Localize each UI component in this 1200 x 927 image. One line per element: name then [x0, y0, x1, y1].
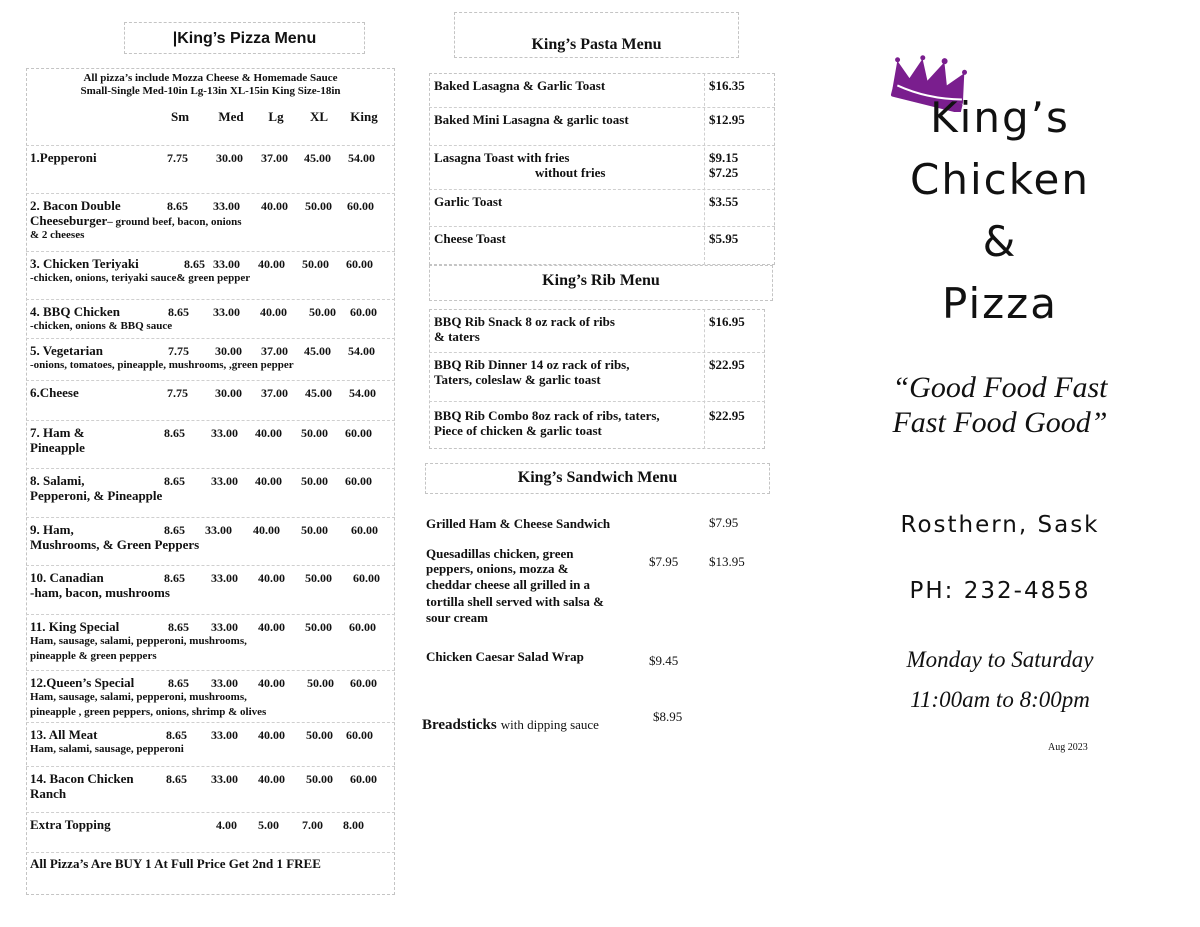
pizza-item-desc-2: pineapple , green peppers, onions, shrimp & olives	[30, 706, 267, 718]
sandwich-wrap-price: $9.45	[649, 653, 679, 668]
pizza-item-price: 8.65	[166, 728, 187, 742]
pizza-item-price: 37.00	[261, 344, 288, 358]
pasta-item-name: Garlic Toast	[434, 194, 503, 209]
pizza-item-price: 33.00	[211, 474, 238, 488]
pizza-item-price: 50.00	[309, 305, 336, 319]
pizza-item-price: 8.65	[164, 523, 185, 537]
pizza-item-price: 30.00	[215, 386, 242, 400]
pizza-row-divider	[26, 812, 395, 813]
pasta-item-price: $16.35	[709, 78, 745, 93]
pizza-item-name-2-text: Cheeseburger	[30, 213, 108, 228]
pizza-item-name: 13. All Meat	[30, 727, 98, 742]
pizza-item-desc: & 2 cheeses	[30, 229, 85, 241]
pizza-item-price: 60.00	[345, 426, 372, 440]
pizza-item-price: 33.00	[213, 199, 240, 213]
sandwich-quesadilla-price-1: $7.95	[649, 554, 679, 569]
pizza-item-price: 7.75	[167, 386, 188, 400]
brand-line-4: Pizza	[942, 279, 1058, 328]
pasta-item-price: $5.95	[709, 231, 739, 246]
pizza-item-price: 40.00	[255, 426, 282, 440]
pizza-item-price: 8.65	[164, 426, 185, 440]
pizza-item-price: 45.00	[304, 151, 331, 165]
pizza-item-desc: -chicken, onions, teriyaki sauce& green pepper	[30, 272, 251, 284]
pizza-row-divider	[26, 468, 395, 469]
pizza-intro-line-2: Small-Single Med-10in Lg-13in XL-15in King Size-18in	[80, 85, 341, 97]
pasta-row-divider	[429, 145, 775, 146]
pizza-item-desc: Ham, sausage, salami, pepperoni, mushrooms,	[30, 635, 247, 647]
pizza-item-price: 40.00	[258, 257, 285, 271]
pizza-item-price: 33.00	[211, 620, 238, 634]
pasta-column-divider	[704, 73, 705, 265]
pizza-row-divider	[26, 614, 395, 615]
size-column-header: King	[350, 109, 378, 124]
pizza-item-price: 40.00	[253, 523, 280, 537]
pizza-item-price: 8.65	[168, 676, 189, 690]
extra-topping-name: Extra Topping	[30, 817, 111, 832]
extra-topping-price: 4.00	[216, 818, 237, 832]
pizza-item-name: 9. Ham,	[30, 522, 74, 537]
pizza-item-desc: -chicken, onions & BBQ sauce	[30, 320, 173, 332]
pizza-item-price: 40.00	[258, 728, 285, 742]
pizza-item-price: 8.65	[164, 474, 185, 488]
pizza-item-price: 33.00	[205, 523, 232, 537]
pizza-row-divider	[26, 299, 395, 300]
sandwich-quesadilla-line: sour cream	[426, 610, 488, 625]
size-column-header: XL	[309, 109, 329, 124]
pizza-item-price: 60.00	[346, 728, 373, 742]
pizza-item-price: 60.00	[350, 772, 377, 786]
pizza-item-price: 33.00	[211, 426, 238, 440]
pizza-intro-line-1: All pizza’s include Mozza Cheese & Homemade Sauce	[83, 72, 338, 84]
rib-item-name: BBQ Rib Snack 8 oz rack of ribs	[434, 314, 615, 329]
size-column-header: Sm	[170, 109, 190, 124]
extra-topping-price: 7.00	[302, 818, 323, 832]
pizza-item-name-2: Pineapple	[30, 440, 85, 455]
pizza-item-name: 14. Bacon Chicken	[30, 771, 134, 786]
pizza-item-price: 60.00	[347, 199, 374, 213]
pizza-item-price: 50.00	[306, 728, 333, 742]
pasta-item-name: Baked Lasagna & Garlic Toast	[434, 78, 606, 93]
sandwich-quesadilla-line: cheddar cheese all grilled in a	[426, 577, 591, 592]
pizza-item-name: 4. BBQ Chicken	[30, 304, 120, 319]
pizza-item-price: 8.65	[167, 199, 188, 213]
breadsticks-suffix: with dipping sauce	[500, 717, 599, 732]
sandwich-grilled-name: Grilled Ham & Cheese Sandwich	[426, 516, 611, 531]
pizza-item-desc: Ham, sausage, salami, pepperoni, mushrooms,	[30, 691, 247, 703]
pizza-item-desc-2: pineapple & green peppers	[30, 650, 157, 662]
pizza-item-price: 33.00	[211, 676, 238, 690]
rib-row-divider	[429, 352, 765, 353]
sandwich-wrap-name: Chicken Caesar Salad Wrap	[426, 649, 584, 664]
pizza-row-divider	[26, 565, 395, 566]
pasta-item-name: Lasagna Toast with fries	[434, 150, 570, 165]
pizza-item-name-2: Pepperoni, & Pineapple	[30, 488, 163, 503]
breadsticks-price: $8.95	[653, 709, 683, 724]
pizza-item-desc: -onions, tomatoes, pineapple, mushrooms, ,green pepper	[30, 359, 294, 371]
pizza-item-price: 40.00	[261, 199, 288, 213]
brand-line-1: King’s	[930, 93, 1070, 142]
pizza-item-price: 30.00	[215, 344, 242, 358]
pizza-item-price: 60.00	[349, 620, 376, 634]
phone-text: PH: 232-4858	[909, 578, 1091, 604]
size-column-header: Lg	[268, 109, 284, 124]
pizza-row-divider	[26, 722, 395, 723]
pizza-item-price: 60.00	[350, 305, 377, 319]
pizza-item-price: 50.00	[305, 571, 332, 585]
pizza-item-name: 1.Pepperoni	[30, 150, 97, 165]
rib-item-name: BBQ Rib Combo 8oz rack of ribs, taters,	[434, 408, 660, 423]
rib-item-price: $22.95	[709, 357, 745, 372]
rib-item-name-2: Taters, coleslaw & garlic toast	[434, 372, 601, 387]
pizza-item-price: 60.00	[351, 523, 378, 537]
pizza-item-price: 40.00	[258, 571, 285, 585]
pizza-row-divider	[26, 670, 395, 671]
breadsticks-name: Breadsticks	[422, 717, 497, 733]
pizza-item-price: 60.00	[350, 676, 377, 690]
pizza-item-price: 50.00	[306, 772, 333, 786]
rib-menu-title: King’s Rib Menu	[429, 265, 773, 301]
pizza-row-divider	[26, 766, 395, 767]
brand-line-2: Chicken	[910, 155, 1090, 204]
pizza-item-price: 40.00	[255, 474, 282, 488]
extra-topping-price: 8.00	[343, 818, 364, 832]
pizza-item-price: 50.00	[301, 474, 328, 488]
pizza-item-name: 11. King Special	[30, 619, 120, 634]
pizza-item-price: 50.00	[307, 676, 334, 690]
hours-text: 11:00am to 8:00pm	[910, 687, 1090, 712]
pizza-item-price: 8.65	[168, 620, 189, 634]
pizza-item-price: 7.75	[167, 151, 188, 165]
town-text: Rosthern, Sask	[900, 512, 1100, 538]
pizza-item-price: 37.00	[261, 151, 288, 165]
pasta-row-divider	[429, 226, 775, 227]
pizza-item-price: 40.00	[260, 305, 287, 319]
pizza-item-name-2: Ranch	[30, 786, 67, 801]
pasta-item-name: Baked Mini Lasagna & garlic toast	[434, 112, 629, 127]
days-text: Monday to Saturday	[906, 647, 1094, 672]
pizza-row-divider	[26, 338, 395, 339]
pizza-item-price: 60.00	[345, 474, 372, 488]
pasta-row-divider	[429, 107, 775, 108]
pizza-item-price: 50.00	[305, 199, 332, 213]
pasta-item-price: $12.95	[709, 112, 745, 127]
pizza-item-price: 37.00	[261, 386, 288, 400]
pizza-item-price: 8.65	[168, 305, 189, 319]
pizza-item-price: 45.00	[304, 344, 331, 358]
pizza-menu-title: |King’s Pizza Menu	[124, 22, 365, 54]
pizza-item-name-2: Mushrooms, & Green Peppers	[30, 537, 200, 552]
rib-item-price: $16.95	[709, 314, 745, 329]
pizza-row-divider	[26, 145, 395, 146]
pasta-menu-title: King’s Pasta Menu	[454, 12, 739, 58]
brand-line-3: &	[982, 217, 1018, 266]
pizza-item-price: 50.00	[305, 620, 332, 634]
rib-item-price: $22.95	[709, 408, 745, 423]
pizza-item-price: 33.00	[213, 257, 240, 271]
pizza-item-name: 12.Queen’s Special	[30, 675, 135, 690]
pasta-row-divider	[429, 189, 775, 190]
sandwich-quesadilla-line: peppers, onions, mozza &	[426, 561, 569, 576]
pizza-row-divider	[26, 517, 395, 518]
rib-column-divider	[704, 309, 705, 449]
pizza-item-price: 33.00	[211, 772, 238, 786]
pizza-item-price: 40.00	[258, 620, 285, 634]
pizza-row-divider	[26, 420, 395, 421]
pasta-item-price-2: $7.25	[709, 165, 739, 180]
pizza-intro	[26, 72, 395, 98]
pizza-item-price: 8.65	[166, 772, 187, 786]
sandwich-grilled-price: $7.95	[709, 515, 739, 530]
pizza-item-price: 50.00	[301, 523, 328, 537]
pasta-item-name-2: without fries	[535, 165, 606, 180]
pasta-item-name: Cheese Toast	[434, 231, 506, 246]
pizza-item-price: 60.00	[353, 571, 380, 585]
breadsticks-item	[422, 716, 599, 734]
slogan-line-2: Fast Food Good”	[892, 406, 1108, 439]
pizza-item-price: 33.00	[213, 305, 240, 319]
pizza-item-price: 33.00	[211, 728, 238, 742]
pizza-item-name: 2. Bacon Double	[30, 198, 121, 213]
pizza-item-price: 8.65	[184, 257, 205, 271]
rib-item-name: BBQ Rib Dinner 14 oz rack of ribs,	[434, 357, 630, 372]
pizza-item-price: 60.00	[346, 257, 373, 271]
pizza-item-price: 8.65	[164, 571, 185, 585]
pizza-item-price: 33.00	[211, 571, 238, 585]
pizza-item-desc: Ham, salami, sausage, pepperoni	[30, 743, 184, 755]
pizza-item-name: 7. Ham &	[30, 425, 85, 440]
sandwich-menu-title: King’s Sandwich Menu	[425, 463, 770, 494]
pasta-item-price: $9.15	[709, 150, 739, 165]
pizza-item-name-2: -ham, bacon, mushrooms	[30, 585, 170, 600]
pizza-item-price: 54.00	[348, 151, 375, 165]
pizza-promo: All Pizza’s Are BUY 1 At Full Price Get 2nd 1 FREE	[30, 856, 321, 871]
date-text: Aug 2023	[1048, 742, 1088, 753]
sandwich-quesadilla-price-2: $13.95	[709, 554, 745, 569]
size-column-header: Med	[218, 109, 244, 124]
pizza-item-name: 5. Vegetarian	[30, 343, 103, 358]
extra-topping-price: 5.00	[258, 818, 279, 832]
pizza-row-divider	[26, 380, 395, 381]
rib-row-divider	[429, 401, 765, 402]
slogan-line-1: “Good Food Fast	[892, 371, 1108, 404]
pizza-item-price: 50.00	[302, 257, 329, 271]
pizza-item-price: 50.00	[301, 426, 328, 440]
pizza-item-price: 7.75	[168, 344, 189, 358]
sandwich-quesadilla-line: tortilla shell served with salsa &	[426, 594, 605, 609]
pizza-row-divider	[26, 193, 395, 194]
rib-item-name-2: & taters	[434, 329, 480, 344]
pizza-item-price: 30.00	[216, 151, 243, 165]
pizza-item-price: 54.00	[348, 344, 375, 358]
promo-divider	[26, 852, 395, 853]
rib-item-name-2: Piece of chicken & garlic toast	[434, 423, 602, 438]
pizza-item-price: 40.00	[258, 772, 285, 786]
pizza-item-price: 54.00	[349, 386, 376, 400]
pasta-item-price: $3.55	[709, 194, 739, 209]
pizza-item-name: 3. Chicken Teriyaki	[30, 256, 139, 271]
sandwich-quesadilla-line: Quesadillas chicken, green	[426, 546, 574, 561]
pizza-item-desc-inline: – ground beef, bacon, onions	[107, 216, 242, 228]
pizza-item-name: 10. Canadian	[30, 570, 104, 585]
pizza-item-name: 6.Cheese	[30, 385, 79, 400]
pizza-item-price: 40.00	[258, 676, 285, 690]
pizza-item-name: 8. Salami,	[30, 473, 85, 488]
pizza-row-divider	[26, 251, 395, 252]
pizza-item-price: 45.00	[305, 386, 332, 400]
